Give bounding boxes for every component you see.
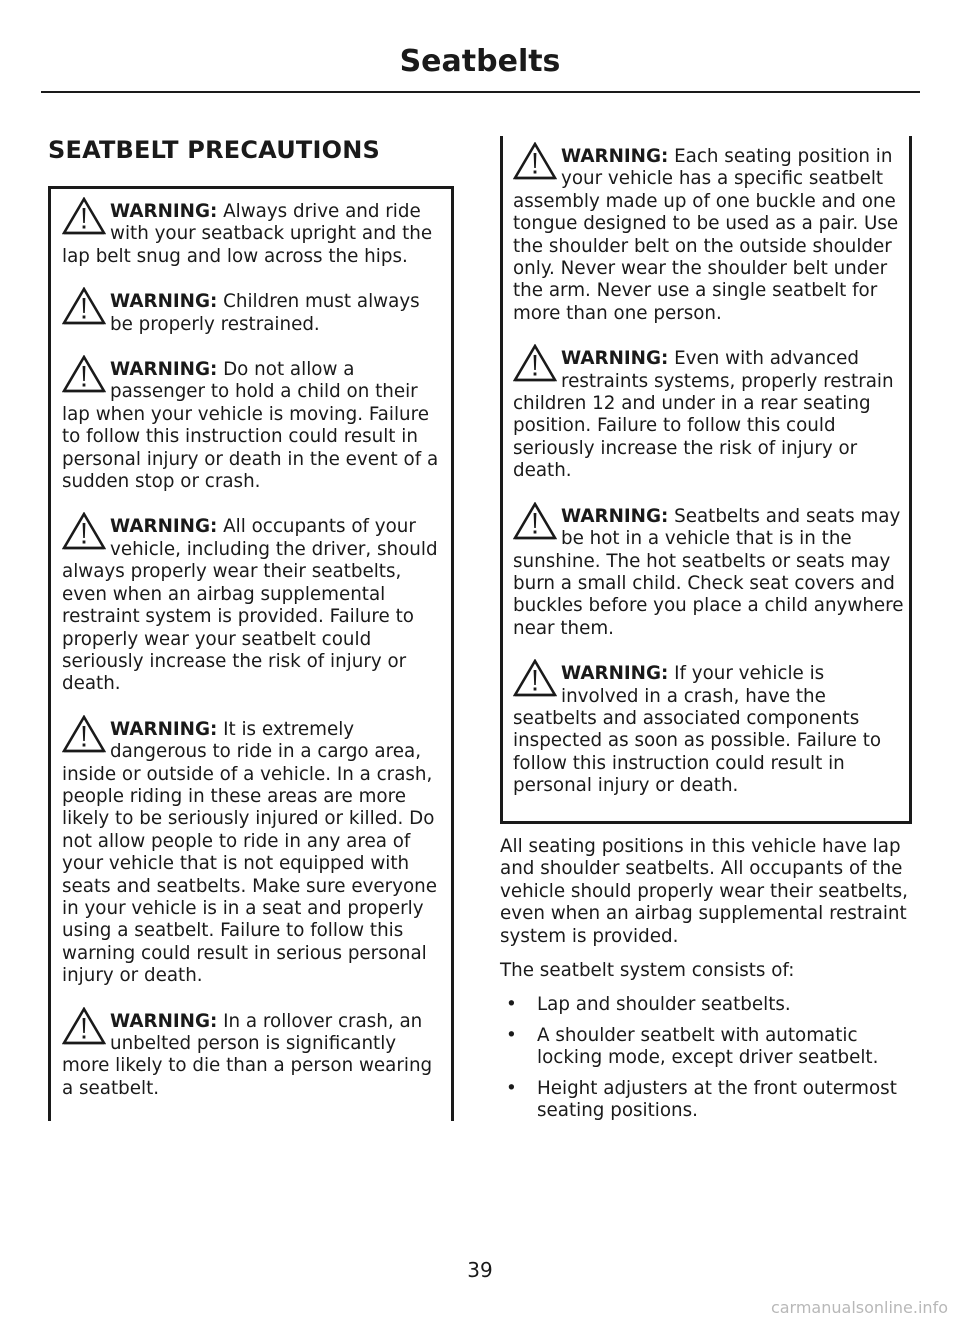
warning-box-left <box>48 186 454 1121</box>
warning-item <box>513 146 905 325</box>
warning-label: WARNING: <box>110 1010 218 1032</box>
list-item-text: Lap and shoulder seatbelts. <box>537 994 791 1016</box>
warning-text: Do not allow a passenger to hold a child on their lap when your vehicle is moving. Failure to follow this instruction could result in personal injury or death in the event of a sudden stop or crash. <box>62 359 439 493</box>
page-number: 39 <box>467 1258 493 1282</box>
warning-item <box>513 663 905 797</box>
warning-item <box>513 506 905 640</box>
page-header-title: Seatbelts <box>399 44 561 79</box>
warning-label: WARNING: <box>110 291 218 313</box>
warning-item <box>513 348 905 482</box>
list-item-text: A shoulder seatbelt with automatic locking mode, except driver seatbelt. <box>537 1024 879 1069</box>
warning-text: Seatbelts and seats may be hot in a vehicle that is in the sunshine. The hot seatbelts or seats may burn a small child. Check seat covers and buckles before you place a child anywhere near them. <box>513 505 904 639</box>
warning-triangle-icon <box>62 512 106 552</box>
warning-text: Each seating position in your vehicle has a specific seatbelt assembly made up of one buckle and one tongue designed to be used as a pair. Use the shoulder belt on the outside shoulder only. Never wear the shoulder belt under the arm. Never use a single seatbelt for more than one person. <box>513 146 899 324</box>
body-paragraph: The seatbelt system consists of: <box>500 960 795 982</box>
bullet-dot: • <box>506 1024 517 1046</box>
warning-label: WARNING: <box>110 718 218 740</box>
warning-triangle-icon <box>513 659 557 699</box>
warning-triangle-icon <box>62 1007 106 1047</box>
warning-label: WARNING: <box>561 146 669 167</box>
warning-item <box>62 516 443 695</box>
warning-item <box>62 719 443 988</box>
warning-label: WARNING: <box>561 663 669 685</box>
section-title: SEATBELT PRECAUTIONS <box>48 136 380 164</box>
warning-text: Children must always be properly restrained. <box>110 291 420 335</box>
warning-triangle-icon <box>513 142 557 182</box>
warning-triangle-icon <box>62 355 106 395</box>
warning-text: If your vehicle is involved in a crash, have the seatbelts and associated components inspected as soon as possible. Failure to follow this instruction could result in personal injury or death. <box>513 663 882 797</box>
warning-item <box>62 359 443 493</box>
list-item <box>500 994 915 1016</box>
warning-label: WARNING: <box>110 516 218 538</box>
body-paragraph: All seating positions in this vehicle have lap and shoulder seatbelts. All occupants of the vehicle should properly wear their seatbelts, even when an airbag supplemental restraint system is provided. <box>500 836 908 947</box>
warning-label: WARNING: <box>110 359 218 381</box>
warning-text: All occupants of your vehicle, including the driver, should always properly wear their seatbelts, even when an airbag supplemental restraint system is provided. Failure to properly wear your seatbelt could seriously increase the risk of injury or death. <box>62 516 438 695</box>
bullet-list <box>500 994 915 1122</box>
warning-triangle-icon <box>513 344 557 384</box>
warning-item <box>62 201 443 268</box>
warning-item <box>62 291 443 336</box>
body-text <box>500 836 915 1130</box>
warning-triangle-icon <box>62 287 106 327</box>
warning-label: WARNING: <box>110 201 218 222</box>
bullet-dot: • <box>506 994 517 1016</box>
list-item <box>500 1078 915 1123</box>
header-divider <box>41 91 920 93</box>
warning-text: Always drive and ride with your seatback upright and the lap belt snug and low across the hips. <box>62 201 433 267</box>
warning-triangle-icon <box>513 502 557 542</box>
warning-label: WARNING: <box>561 505 669 527</box>
warning-item <box>62 1011 443 1101</box>
warning-box-right <box>500 136 912 824</box>
watermark: carmanualsonline.info <box>770 1298 948 1317</box>
warning-triangle-icon <box>62 197 106 237</box>
warning-text: Even with advanced restraints systems, properly restrain children 12 and under in a rear seating position. Failure to follow this could seriously increase the risk of injury or death. <box>513 348 894 482</box>
list-item-text: Height adjusters at the front outermost seating positions. <box>537 1077 897 1122</box>
bullet-dot: • <box>506 1077 517 1099</box>
warning-label: WARNING: <box>561 348 669 370</box>
warning-text: In a rollover crash, an unbelted person is significantly more likely to die than a person wearing a seatbelt. <box>62 1010 433 1099</box>
warning-text: It is extremely dangerous to ride in a cargo area, inside or outside of a vehicle. In a crash, people riding in these areas are more likely to be seriously injured or killed. Do not allow people to ride in any area of your vehicle that is not equipped with seats and seatbelts. Make sure everyone in your vehicle is in a seat and properly using a seatbelt. Failure to follow this warning could result in serious personal injury or death. <box>62 718 437 987</box>
list-item <box>500 1025 915 1070</box>
warning-triangle-icon <box>62 715 106 755</box>
